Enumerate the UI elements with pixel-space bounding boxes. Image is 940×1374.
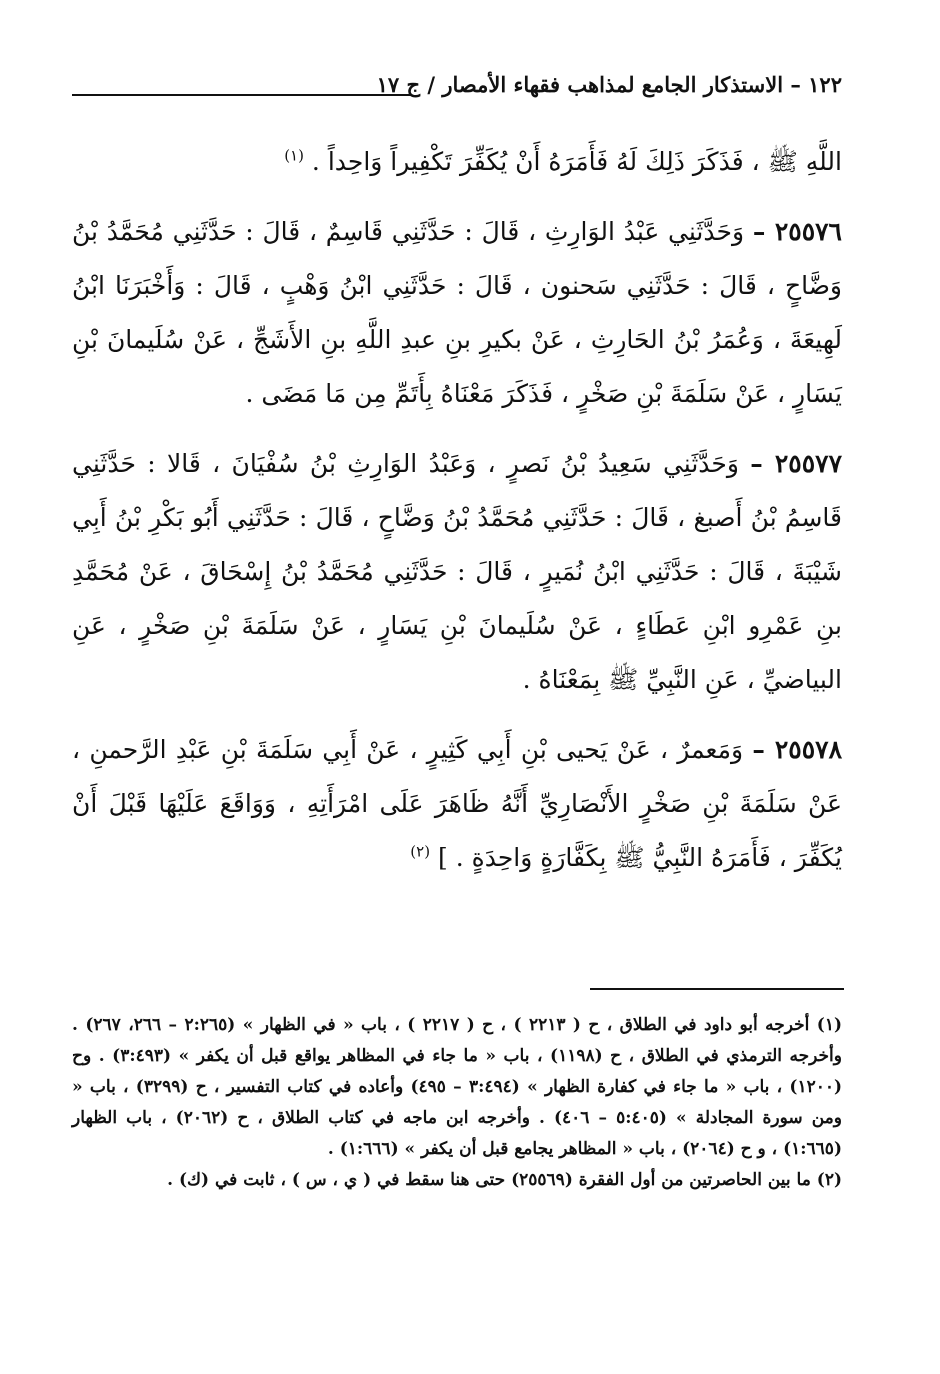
hadith-paragraph: [72, 437, 842, 707]
footnote: (١) أخرجه أبو داود في الطلاق ، ح ( ٢٢١٣ ) ، ح ( ٢٢١٧ ) ، باب « في الظهار » (٢:٢٦٥ – ٢٦٦، ٢٦٧) . وأخرجه الترمذي في الطلاق ، ح (١١٩٨) ، باب « ما جاء في المظاهر يواقع قبل أن يكفر » (٣:٤٩٣) . وح (١٢٠٠) ، باب « ما جاء في كفارة الظهار » (٣:٤٩٤ – ٤٩٥) وأعاده في كتاب التفسير ، ح (٣٢٩٩) ، باب « ومن سورة المجادلة » (٥:٤٠٥ – ٤٠٦) . وأخرجه ابن ماجه في كتاب الطلاق ، ح (٢٠٦٢) ، باب الظهار (١:٦٦٥) ، و ح (٢٠٦٤) ، باب « المظاهر يجامع قبل أن يكفر » (١:٦٦٦) .: [72, 1015, 843, 1159]
hadith-text: وَمَعمرٌ ، عَنْ يَحيى بْنِ أَبِي كَثِيرٍ ، عَنْ أَبِي سَلَمَةَ بْنِ عَبْدِ الرَّحمنِ ، عَنْ سَلَمَةَ بْنِ صَخْرٍ الأَنْصَارِيِّ أَنَّهُ ظَاهَرَ عَلَى امْرَأَتِهِ ، وَوَاقَعَ عَلَيْهَا قَبْلَ أَنْ يُكَفِّرَ ، فَأَمَرَهُ النَّبِيُّ ﷺ بِكَفَّارَةٍ وَاحِدَةٍ . ]: [72, 735, 842, 872]
main-text: [72, 135, 842, 885]
page-header: [72, 68, 842, 108]
hadith-paragraph: [72, 205, 842, 421]
footnote-separator: [590, 988, 844, 990]
footnote-ref: (١): [284, 146, 304, 165]
footnotes: [72, 1010, 842, 1196]
hadith-number: ٢٥٥٧٨ –: [752, 735, 842, 764]
footnote-ref: (٢): [410, 842, 431, 861]
hadith-text: وَحَدَّثَنِي عَبْدُ الوَارِثِ ، قَالَ : حَدَّثَنِي قَاسِمٌ ، قَالَ : حَدَّثَنِي مُحَمَّدُ بْنُ وَضَّاحٍ ، قَالَ : حَدَّثَنِي سَحنون ، قَالَ : حَدَّثَنِي ابْنُ وَهْبٍ ، قَالَ : وَأَخْبَرَنَا ابْنُ لَهِيعَةَ ، وَعُمَرُ بْنُ الحَارِثِ ، عَنْ بكيرِ بنِ عبدِ اللَّهِ بنِ الأَشَجِّ ، عَنْ سُلَيمانَ بْنِ يَسَارٍ ، عَنْ سَلَمَةَ بْنِ صَخْرٍ ، فَذَكَرَ مَعْنَاهُ بِأَتَمِّ مِن مَا مَضَى .: [72, 217, 842, 408]
hadith-number: ٢٥٥٧٦ –: [752, 217, 842, 246]
hadith-number: ٢٥٥٧٧ –: [750, 449, 842, 478]
footnote: (٢) ما بين الحاصرتين من أول الفقرة (٢٥٥٦٩) حتى هنا سقط في ( ي ، س ) ، ثابت في (ك) .: [167, 1170, 842, 1190]
paragraph: [72, 135, 842, 189]
paragraph-text: اللَّهِ ﷺ ، فَذَكَرَ ذَلِكَ لَهُ فَأَمَرَهُ أَنْ يُكَفِّرَ تَكْفِيراً وَاحِداً .: [311, 147, 842, 176]
header-rule: [72, 94, 412, 96]
hadith-paragraph: [72, 723, 842, 885]
hadith-text: وَحَدَّثَنِي سَعِيدُ بْنُ نَصرٍ ، وَعَبْدُ الوَارِثِ بْنُ سُفْيَانَ ، قَالا : حَدَّثَنِي قَاسِمُ بْنُ أَصبغ ، قَالَ : حَدَّثَنِي مُحَمَّدُ بْنُ وَضَّاحٍ ، قَالَ : حَدَّثَنِي أَبُو بَكْرِ بْنُ أَبِي شَيْبَةَ ، قَالَ : حَدَّثَنِي ابْنُ نُمَيرٍ ، قَالَ : حَدَّثَنِي مُحَمَّدُ بْنُ إِسْحَاقَ ، عَنْ مُحَمَّدِ بنِ عَمْرِو ابْنِ عَطَاءٍ ، عَنْ سُلَيمانَ بْنِ يَسَارٍ ، عَنْ سَلَمَةَ بْنِ صَخْرٍ ، عَنِ البياضيِّ ، عَنِ النَّبِيِّ ﷺ بِمَعْنَاهُ .: [72, 449, 842, 694]
running-title: ١٢٢ – الاستذكار الجامع لمذاهب فقهاء الأمصار / ج ١٧: [376, 72, 842, 97]
